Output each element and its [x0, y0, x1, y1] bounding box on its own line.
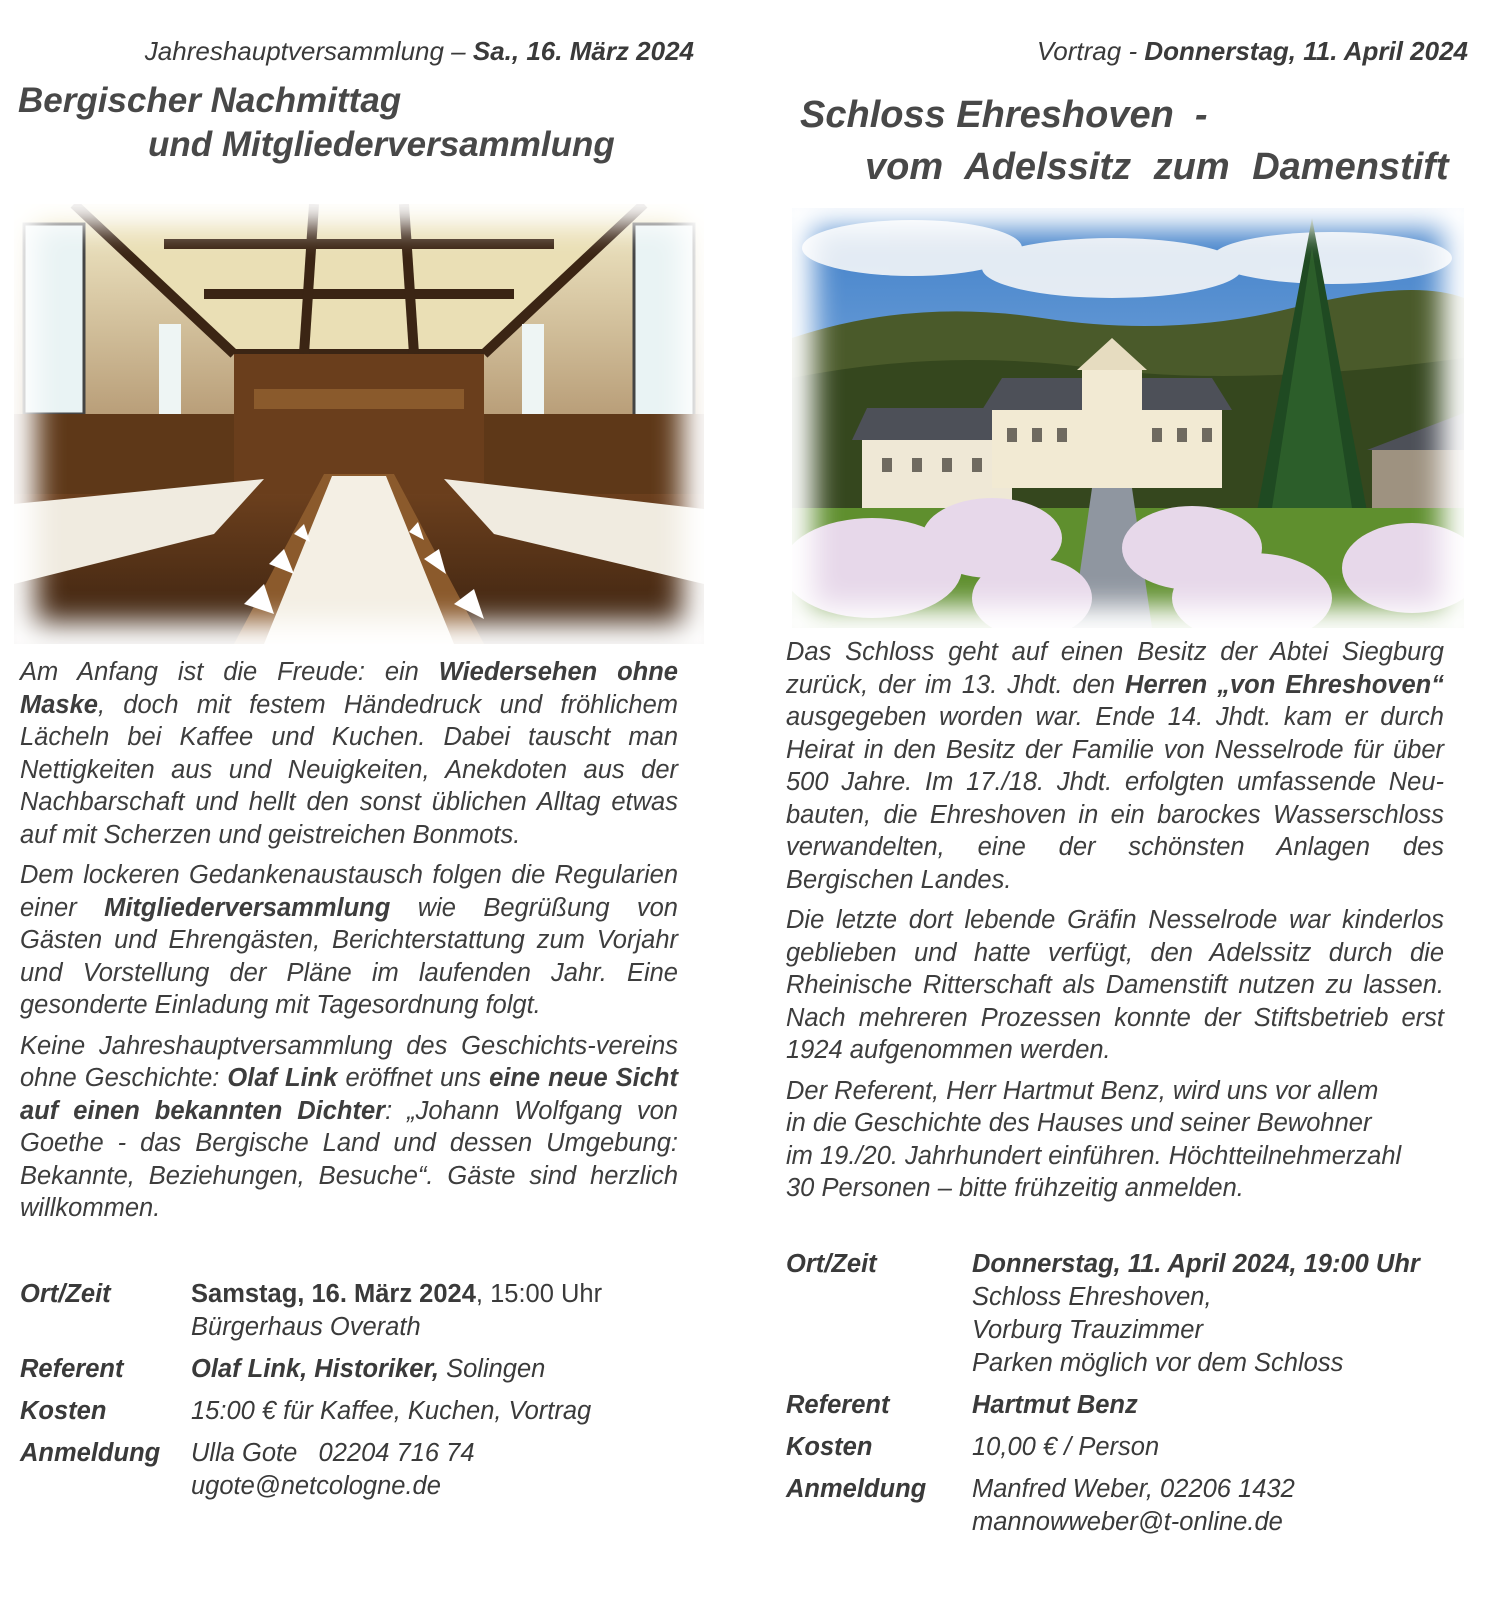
left-p3-text3: : „Johann Wolfgang von Goethe - das Bergische Land und dessen Umgebung: Bekannte, Beziehungen, Besuche“. Gäste sind herzlich willkommen. — [20, 1096, 678, 1222]
left-title-line1: Bergischer Nachmittag — [18, 81, 402, 120]
right-p1-bold1: Herren „von Ehreshoven“ — [1125, 670, 1444, 699]
left-paragraph-2 — [20, 859, 678, 1022]
right-info-anmeldung — [786, 1473, 1454, 1539]
left-anmeldung-email[interactable]: ugote@netcologne.de — [191, 1472, 441, 1500]
right-anmeldung-contact: Manfred Weber, 02206 1432 — [972, 1475, 1295, 1503]
right-p3-line4: 30 Personen – bitte frühzeitig anmelden. — [786, 1174, 1244, 1202]
left-anmeldung-value — [191, 1437, 475, 1503]
right-referent-name: Hartmut Benz — [972, 1391, 1138, 1419]
right-title — [800, 89, 1468, 193]
left-kosten-label: Kosten — [20, 1397, 107, 1425]
right-paragraph-3 — [786, 1075, 1444, 1205]
right-ortzeit-label: Ort/Zeit — [786, 1250, 877, 1278]
right-info-referent — [786, 1389, 1454, 1422]
left-ortzeit-time: , 15:00 Uhr — [475, 1280, 603, 1308]
castle-photo — [792, 208, 1464, 628]
right-ortzeit-value — [972, 1248, 1420, 1380]
right-subhead-date: Donnerstag, 11. April 2024 — [1144, 36, 1468, 66]
left-column — [18, 0, 694, 167]
left-subhead-date: Sa., 16. März 2024 — [472, 36, 694, 66]
left-info-anmeldung — [20, 1437, 680, 1503]
left-p1-text1: Am Anfang ist die Freude: ein — [20, 658, 439, 686]
right-subhead — [800, 36, 1468, 67]
dining-hall-photo — [14, 204, 704, 644]
left-ortzeit-place: Bürgerhaus Overath — [191, 1313, 421, 1341]
right-title-line2: vom Adelssitz zum Damenstift — [865, 146, 1449, 188]
left-title-line2: und Mitgliederversammlung — [148, 125, 615, 164]
right-info-block — [786, 1248, 1454, 1548]
left-title — [18, 79, 694, 167]
left-info-referent — [20, 1353, 680, 1386]
left-subhead-event: Jahreshauptversammlung – — [144, 36, 473, 66]
left-subhead — [18, 36, 694, 67]
left-p3-bold1: Olaf Link — [227, 1064, 338, 1092]
right-anmeldung-email[interactable]: mannowweber@t-online.de — [972, 1508, 1283, 1536]
left-kosten-value: 15:00 € für Kaffee, Kuchen, Vortrag — [191, 1397, 592, 1425]
left-anmeldung-contact: Ulla Gote 02204 716 74 — [191, 1439, 475, 1467]
left-info-block — [20, 1278, 680, 1512]
right-p3-line3: im 19./20. Jahrhundert einführen. Höchtteilnehmerzahl — [786, 1141, 1402, 1170]
left-ortzeit-date: Samstag, 16. März 2024 — [191, 1280, 476, 1308]
left-info-ortzeit — [20, 1278, 680, 1344]
right-ortzeit-place3: Parken möglich vor dem Schloss — [972, 1349, 1344, 1377]
right-ortzeit-place1: Schloss Ehreshoven, — [972, 1283, 1212, 1311]
left-p3-bold2: eine neue Sicht auf einen bekannten Dichter — [20, 1064, 678, 1125]
left-paragraph-1 — [20, 656, 678, 851]
left-referent-name: Olaf Link, Historiker, — [191, 1355, 439, 1383]
left-referent-city: Solingen — [439, 1355, 546, 1383]
left-p2-bold1: Mitgliederversammlung — [104, 893, 391, 922]
right-subhead-event: Vortrag - — [1036, 36, 1145, 66]
left-body — [20, 656, 678, 1233]
left-p1-text2: , doch mit festem Händedruck und fröhlichem Lächeln bei Kaffee und Kuchen. Dabei tauscht man Nettigkeiten aus und Neuigkeiten, Anekdoten aus der Nachbarschaft und hellt den sonst üblichen Alltag etwas auf mit Scherzen und geistreichen Bonmots. — [20, 690, 678, 849]
right-anmeldung-label: Anmeldung — [786, 1475, 927, 1503]
right-referent-label: Referent — [786, 1391, 890, 1419]
right-p3-line1: Der Referent, Herr Hartmut Benz, wird uns vor allem — [786, 1076, 1379, 1105]
right-p1-text1: Das Schloss geht auf einen Besitz der Abtei Siegburg zurück, der im 13. Jhdt. den — [786, 638, 1444, 699]
right-body — [786, 636, 1444, 1213]
left-p3-text2: eröffnet uns — [337, 1064, 490, 1092]
right-p1-text2: ausgegeben worden war. Ende 14. Jhdt. kam er durch Heirat in den Besitz der Familie von Nesselrode für über 500 Jahre. Im 17./18. Jhdt. erfolgten umfassende Neu-bauten, die Ehreshoven in ein barockes Wasserschloss verwandelten, eine der schönsten Anlagen des Bergischen Landes. — [786, 703, 1444, 894]
right-column — [800, 0, 1468, 193]
castle-image — [792, 208, 1464, 628]
dining-hall-image — [14, 204, 704, 644]
right-paragraph-2: Die letzte dort lebende Gräfin Nesselrode war kinderlos geblieben und hatte verfügt, den Adelssitz durch die Rheinische Ritterschaft als Damenstift nutzen zu lassen. Nach mehreren Prozessen konnte der Stiftsbetrieb erst 1924 aufgenommen werden. — [786, 906, 1444, 1064]
left-info-kosten — [20, 1395, 680, 1428]
right-ortzeit-place2: Vorburg Trauzimmer — [972, 1316, 1203, 1344]
left-anmeldung-label: Anmeldung — [20, 1439, 161, 1467]
left-referent-value — [191, 1353, 545, 1386]
left-ortzeit-value — [191, 1278, 602, 1344]
right-info-ortzeit — [786, 1248, 1454, 1380]
right-kosten-value: 10,00 € / Person — [972, 1433, 1160, 1461]
right-paragraph-1 — [786, 636, 1444, 896]
right-anmeldung-value — [972, 1473, 1295, 1539]
right-title-line1: Schloss Ehreshoven - — [800, 94, 1208, 136]
right-info-kosten — [786, 1431, 1454, 1464]
left-paragraph-3 — [20, 1030, 678, 1225]
right-p3-line2: in die Geschichte des Hauses und seiner Bewohner — [786, 1109, 1372, 1137]
right-kosten-label: Kosten — [786, 1433, 873, 1461]
left-p3-text1: Keine Jahreshauptversammlung des Geschichts-vereins ohne Geschichte: — [20, 1031, 678, 1092]
left-p2-text1: Dem lockeren Gedankenaustausch folgen die Regularien einer — [20, 861, 678, 922]
left-referent-label: Referent — [20, 1355, 124, 1383]
left-p2-text2: wie Begrüßung von Gästen und Ehrengästen, Berichterstattung zum Vorjahr und Vorstellung der Pläne im laufenden Jahr. Eine gesonderte Einladung mit Tagesordnung folgt. — [20, 893, 678, 1019]
left-ortzeit-label: Ort/Zeit — [20, 1280, 111, 1308]
right-ortzeit-date: Donnerstag, 11. April 2024, 19:00 Uhr — [972, 1250, 1420, 1278]
left-p1-bold1: Wiedersehen ohne Maske — [20, 658, 678, 719]
